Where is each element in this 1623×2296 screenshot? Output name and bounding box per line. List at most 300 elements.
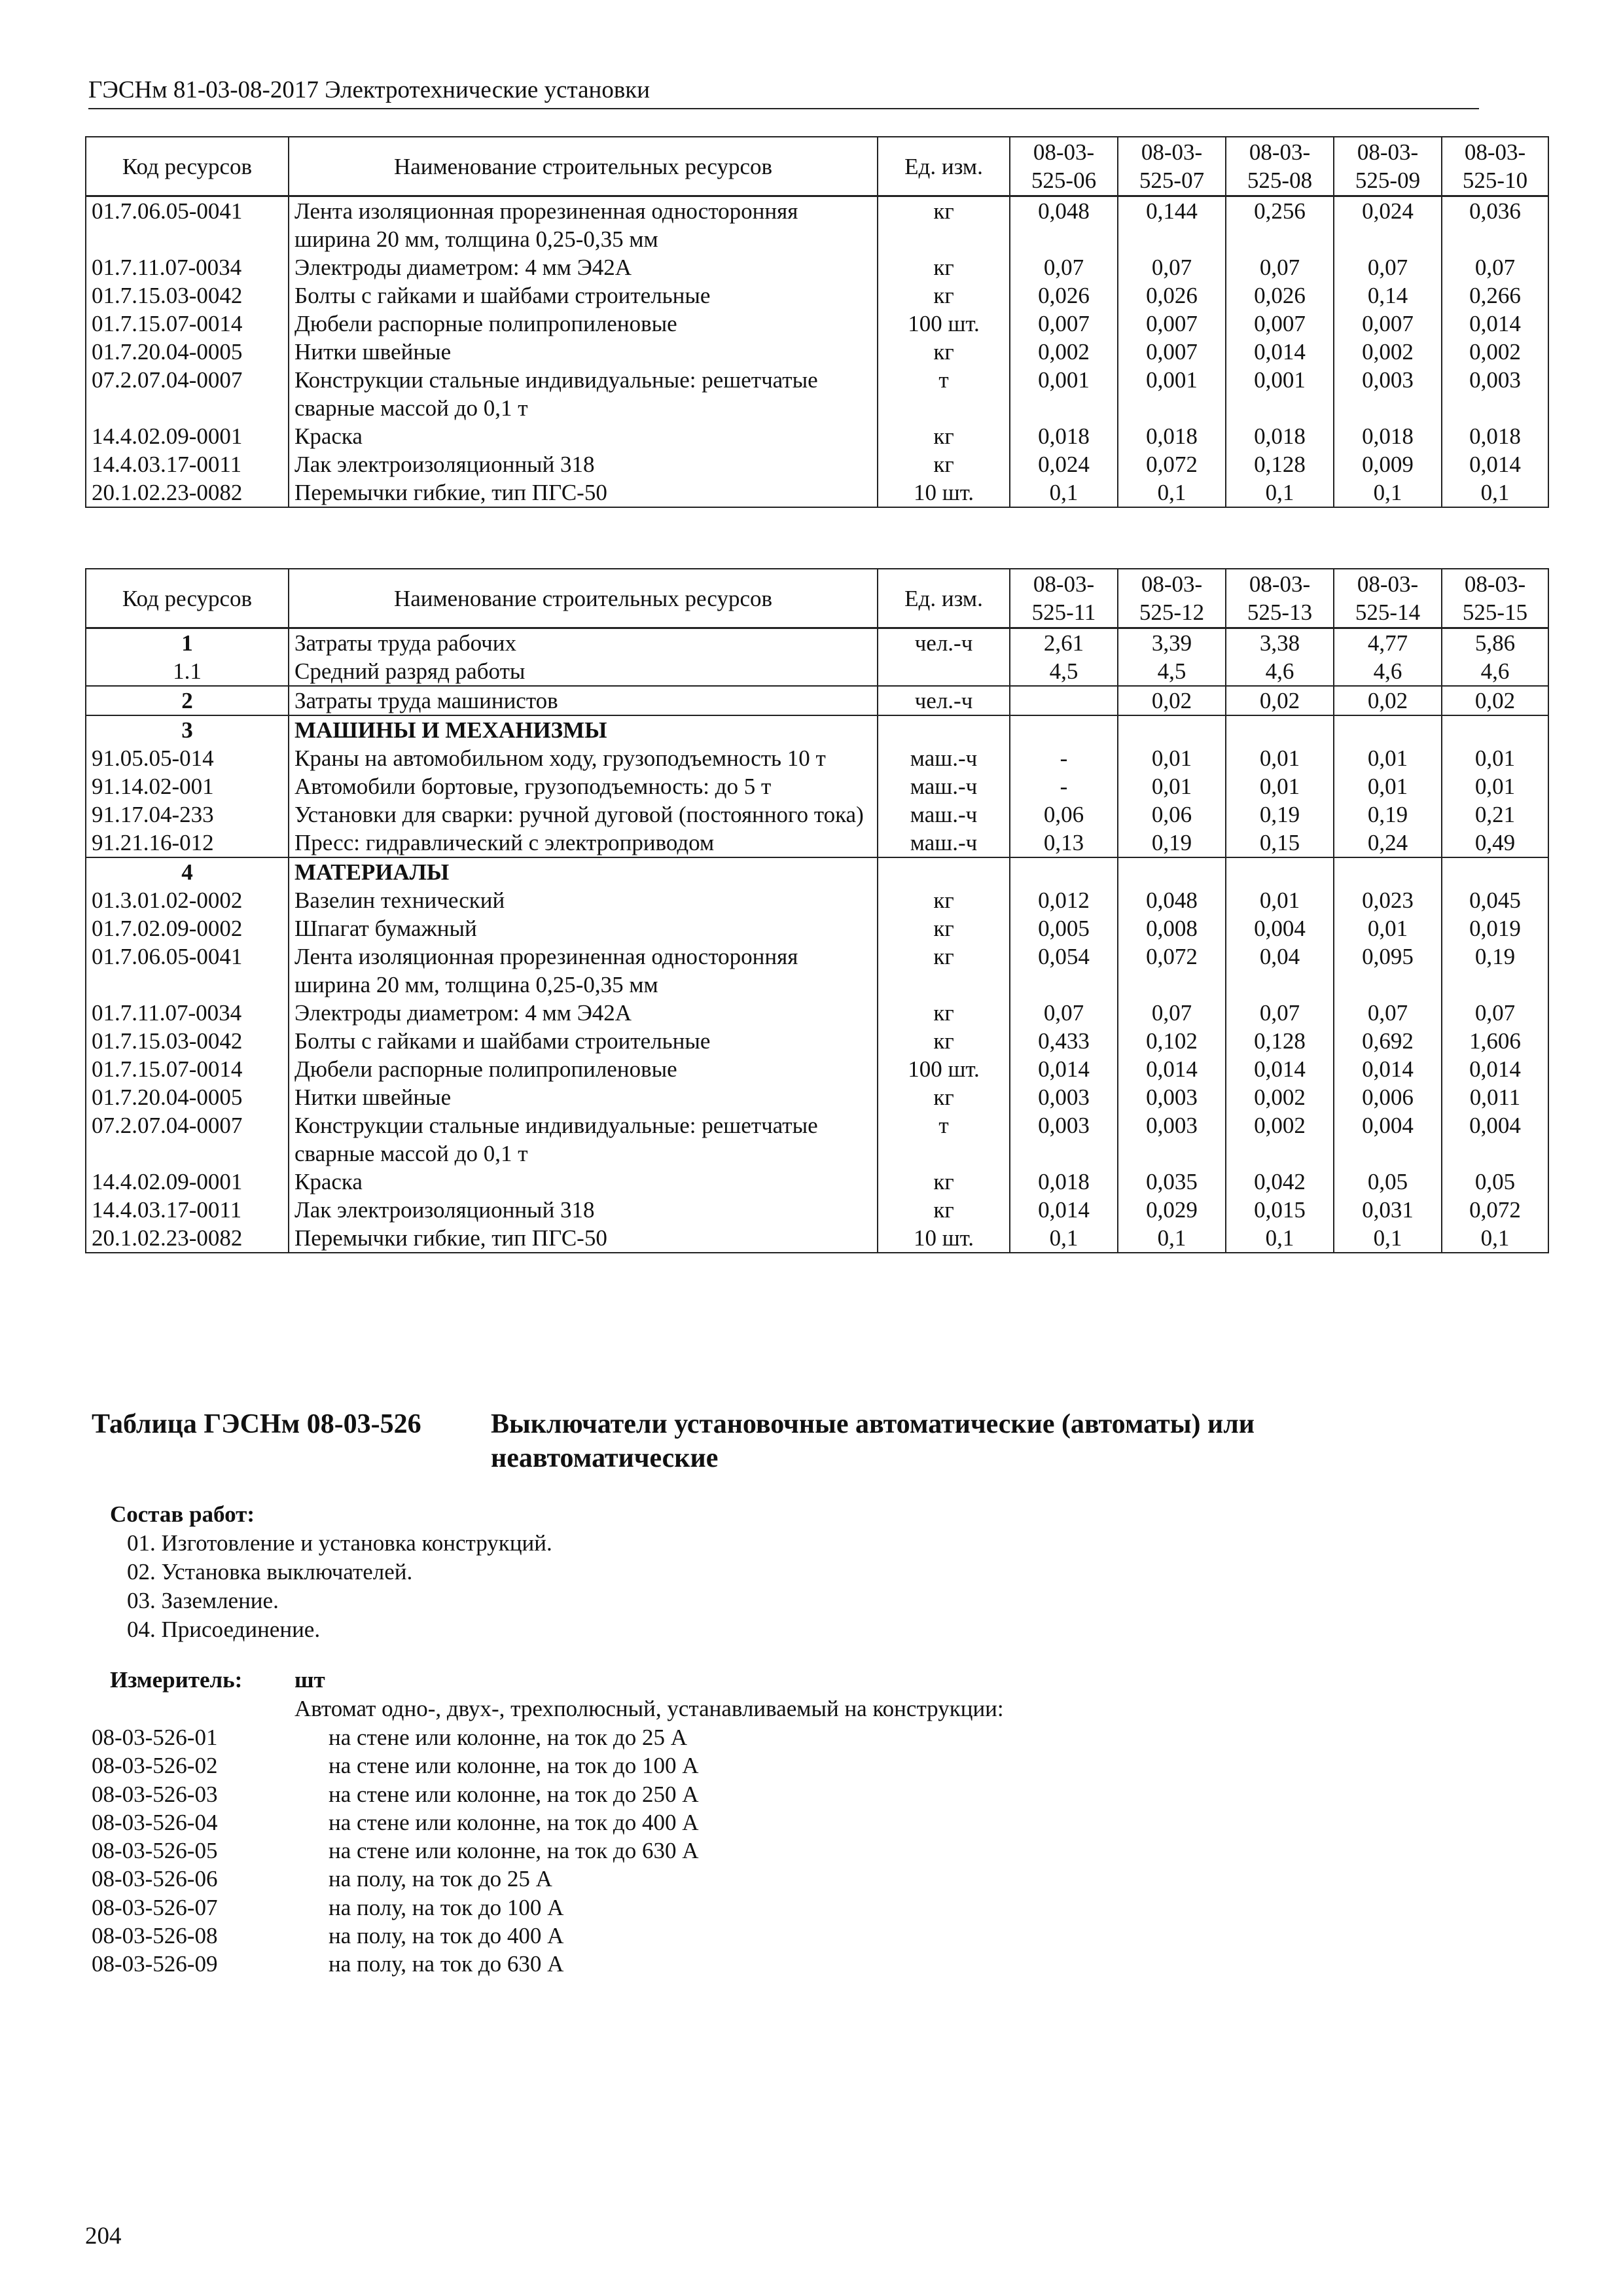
norm-value: 0,19 [1442,942,1548,999]
resource-unit [878,657,1010,686]
table-row [86,310,1548,338]
norm-code: 08-03-526-09 [92,1951,218,1977]
norm-value [1334,715,1442,744]
norm-value: 4,5 [1010,657,1118,686]
norm-value: 0,004 [1226,914,1334,942]
table-row [86,281,1548,310]
col-header-norm: 08-03-525-12 [1118,569,1226,628]
page-header: ГЭСНм 81-03-08-2017 Электротехнические установки [88,77,1479,109]
resource-unit: кг [878,914,1010,942]
resource-unit [878,857,1010,886]
norm-value: 0,256 [1226,196,1334,254]
norm-value: 0,01 [1334,744,1442,772]
resource-code: 4 [86,857,289,886]
resource-unit: кг [878,253,1010,281]
col-header-unit: Ед. изм. [878,137,1010,196]
work-item: 01. Изготовление и установка конструкций. [127,1530,552,1556]
resource-unit: кг [878,450,1010,478]
resource-name: Краска [289,1168,878,1196]
resource-unit: кг [878,338,1010,366]
resource-name: Болты с гайками и шайбами строительные [289,1027,878,1055]
col-header-unit: Ед. изм. [878,569,1010,628]
norm-value: 0,01 [1334,914,1442,942]
norm-value: 0,01 [1118,744,1226,772]
norm-value: 0,144 [1118,196,1226,254]
resource-code: 01.7.02.09-0002 [86,914,289,942]
norm-value [1226,715,1334,744]
norm-value: 0,018 [1010,1168,1118,1196]
norm-value: 0,014 [1442,1055,1548,1083]
norm-value: 0,01 [1226,772,1334,800]
resource-code: 91.21.16-012 [86,829,289,857]
norm-code-row [92,1837,699,1865]
norm-code-row [92,1808,699,1837]
norm-value: 0,14 [1334,281,1442,310]
table-row [86,366,1548,422]
norm-value: 0,015 [1226,1196,1334,1224]
norm-code: 08-03-526-07 [92,1894,218,1920]
table-row [86,800,1548,829]
col-header-name: Наименование строительных ресурсов [289,569,878,628]
resource-name: Конструкции стальные индивидуальные: решетчатые сварные массой до 0,1 т [289,1111,878,1168]
table-row [86,1111,1548,1168]
resource-code: 01.7.06.05-0041 [86,942,289,999]
norm-value [1010,686,1118,715]
col-header-norm: 08-03-525-09 [1334,137,1442,196]
resource-code: 01.7.11.07-0034 [86,999,289,1027]
norm-value: 1,606 [1442,1027,1548,1055]
resource-code: 01.7.15.03-0042 [86,281,289,310]
resource-unit: чел.-ч [878,628,1010,658]
norm-codes-list [92,1723,699,1979]
norm-value: 0,433 [1010,1027,1118,1055]
norm-value: 0,035 [1118,1168,1226,1196]
resource-code: 1 [86,628,289,658]
col-header-name: Наименование строительных ресурсов [289,137,878,196]
norm-value: 0,1 [1118,478,1226,507]
table-header-row [86,569,1548,628]
norm-code: 08-03-526-04 [92,1809,218,1835]
table-row [86,1083,1548,1111]
norm-value: 0,1 [1334,478,1442,507]
resource-code: 91.05.05-014 [86,744,289,772]
work-item: 03. Заземление. [127,1588,279,1613]
norm-value: 0,1 [1442,478,1548,507]
norm-value: 0,036 [1442,196,1548,254]
col-header-code: Код ресурсов [86,569,289,628]
table-row [86,1224,1548,1253]
col-header-norm: 08-03-525-14 [1334,569,1442,628]
resource-name: Перемычки гибкие, тип ПГС-50 [289,1224,878,1253]
col-header-norm: 08-03-525-15 [1442,569,1548,628]
norm-value: 0,009 [1334,450,1442,478]
norm-value: 0,07 [1010,253,1118,281]
norm-value: 0,07 [1334,999,1442,1027]
norm-value: 0,072 [1442,1196,1548,1224]
table-row [86,657,1548,686]
resource-name: Лак электроизоляционный 318 [289,1196,878,1224]
norm-code-row [92,1893,699,1922]
norm-value: 5,86 [1442,628,1548,658]
norm-value: 0,005 [1010,914,1118,942]
norm-value: 0,13 [1010,829,1118,857]
resource-unit: кг [878,942,1010,999]
norm-value [1010,857,1118,886]
table-row [86,829,1548,857]
resource-unit: 10 шт. [878,1224,1010,1253]
resource-name: Пресс: гидравлический с электроприводом [289,829,878,857]
norm-value: 0,003 [1442,366,1548,422]
norm-value: 0,07 [1442,999,1548,1027]
norm-value: 0,001 [1226,366,1334,422]
norm-code-description: на стене или колонне, на ток до 400 А [329,1809,699,1835]
resource-name: Перемычки гибкие, тип ПГС-50 [289,478,878,507]
resource-unit: кг [878,422,1010,450]
norm-value: 2,61 [1010,628,1118,658]
norm-value [1118,857,1226,886]
norm-value: 0,21 [1442,800,1548,829]
norm-code-description: на полу, на ток до 100 А [329,1894,564,1920]
table-row [86,422,1548,450]
norm-value: 0,019 [1442,914,1548,942]
norm-code: 08-03-526-01 [92,1725,218,1750]
norm-value [1226,857,1334,886]
labor-row [86,628,1548,658]
norm-value: 4,6 [1334,657,1442,686]
measure-unit [110,1666,325,1695]
labor-row [86,686,1548,715]
resource-name: Краска [289,422,878,450]
norm-value: 0,014 [1010,1055,1118,1083]
norm-value: 0,002 [1226,1111,1334,1168]
norm-value: 0,02 [1442,686,1548,715]
norm-value: 0,014 [1226,338,1334,366]
resource-unit: т [878,366,1010,422]
resource-unit: 100 шт. [878,1055,1010,1083]
resource-unit: кг [878,1027,1010,1055]
work-composition [110,1500,552,1644]
norm-value: 0,102 [1118,1027,1226,1055]
table-row [86,1196,1548,1224]
norm-value: 0,1 [1010,1224,1118,1253]
norm-code-row [92,1723,699,1751]
norm-value: 4,6 [1442,657,1548,686]
table-row [86,1027,1548,1055]
norm-code-description: на стене или колонне, на ток до 100 А [329,1753,699,1779]
norm-value: 3,39 [1118,628,1226,658]
norm-value: - [1010,744,1118,772]
resource-name: Средний разряд работы [289,657,878,686]
norm-value: 0,24 [1334,829,1442,857]
norm-value: 0,045 [1442,886,1548,914]
norm-value: 0,024 [1010,450,1118,478]
resource-unit: маш.-ч [878,744,1010,772]
table-row [86,478,1548,507]
col-header-norm: 08-03-525-06 [1010,137,1118,196]
resource-unit: кг [878,1196,1010,1224]
norm-value [1010,715,1118,744]
norm-value: 0,018 [1010,422,1118,450]
resource-unit: 100 шт. [878,310,1010,338]
norm-value: 0,048 [1118,886,1226,914]
table-row [86,744,1548,772]
norm-value: 0,19 [1226,800,1334,829]
resource-name: Затраты труда рабочих [289,628,878,658]
norm-value: 0,014 [1442,450,1548,478]
norm-value: 0,1 [1226,478,1334,507]
resource-unit: кг [878,196,1010,254]
norm-value: 0,15 [1226,829,1334,857]
norm-value: - [1010,772,1118,800]
norm-code-row [92,1922,699,1950]
norm-value: 0,07 [1442,253,1548,281]
resource-unit: т [878,1111,1010,1168]
norm-value: 0,003 [1118,1111,1226,1168]
resource-name: Установки для сварки: ручной дуговой (постоянного тока) [289,800,878,829]
table-row [86,253,1548,281]
norm-value: 0,1 [1226,1224,1334,1253]
norm-value [1442,857,1548,886]
resource-name: Электроды диаметром: 4 мм Э42А [289,999,878,1027]
norm-value: 0,07 [1118,999,1226,1027]
resource-code: 91.17.04-233 [86,800,289,829]
resource-unit: маш.-ч [878,800,1010,829]
norm-code-description: на стене или колонне, на ток до 630 А [329,1838,699,1864]
norm-code: 08-03-526-02 [92,1753,218,1779]
resource-unit: кг [878,886,1010,914]
norm-value: 0,01 [1442,744,1548,772]
page-number: 204 [85,2223,122,2250]
norm-value: 0,04 [1226,942,1334,999]
col-header-norm: 08-03-525-11 [1010,569,1118,628]
norm-value: 0,003 [1010,1111,1118,1168]
table-row [86,999,1548,1027]
resource-code: 20.1.02.23-0082 [86,1224,289,1253]
norm-value: 0,128 [1226,1027,1334,1055]
norm-value: 0,19 [1334,800,1442,829]
norm-value: 0,014 [1226,1055,1334,1083]
norm-value: 0,1 [1334,1224,1442,1253]
col-header-code: Код ресурсов [86,137,289,196]
table-row [86,886,1548,914]
resource-name: МАШИНЫ И МЕХАНИЗМЫ [289,715,878,744]
col-header-norm: 08-03-525-13 [1226,569,1334,628]
norm-value: 4,6 [1226,657,1334,686]
section-group-row [86,857,1548,886]
resource-unit: маш.-ч [878,829,1010,857]
norm-value: 0,002 [1442,338,1548,366]
norm-value: 0,07 [1226,253,1334,281]
resource-code: 07.2.07.04-0007 [86,1111,289,1168]
norm-value: 0,1 [1118,1224,1226,1253]
resource-unit: кг [878,281,1010,310]
norm-value: 0,06 [1010,800,1118,829]
norm-value: 0,026 [1226,281,1334,310]
resource-code: 3 [86,715,289,744]
norm-value: 0,014 [1010,1196,1118,1224]
norm-value: 0,072 [1118,942,1226,999]
norm-value [1442,715,1548,744]
norm-value: 0,018 [1334,422,1442,450]
resource-code: 91.14.02-001 [86,772,289,800]
norm-value: 0,002 [1334,338,1442,366]
norm-value: 0,095 [1334,942,1442,999]
norm-value: 3,38 [1226,628,1334,658]
norm-value: 0,018 [1118,422,1226,450]
resource-code: 14.4.02.09-0001 [86,1168,289,1196]
norm-value: 0,01 [1442,772,1548,800]
norm-code: 08-03-526-05 [92,1838,218,1864]
resource-code: 14.4.02.09-0001 [86,422,289,450]
work-item: 04. Присоединение. [127,1617,321,1642]
table-row [86,914,1548,942]
resource-code: 14.4.03.17-0011 [86,1196,289,1224]
norm-value: 0,692 [1334,1027,1442,1055]
resource-code: 2 [86,686,289,715]
norm-code-description: на полу, на ток до 630 А [329,1951,564,1977]
norm-value: 0,01 [1118,772,1226,800]
resource-unit: кг [878,999,1010,1027]
resource-code: 01.7.15.07-0014 [86,310,289,338]
norm-value: 0,07 [1010,999,1118,1027]
resources-table-1 [85,136,1549,508]
resource-name: Болты с гайками и шайбами строительные [289,281,878,310]
table-header-row [86,137,1548,196]
norm-value [1334,857,1442,886]
norm-value: 0,018 [1226,422,1334,450]
norm-value: 0,128 [1226,450,1334,478]
norm-value: 0,014 [1118,1055,1226,1083]
norm-value: 0,018 [1442,422,1548,450]
table-row [86,1168,1548,1196]
resource-unit: чел.-ч [878,686,1010,715]
norm-code: 08-03-526-08 [92,1923,218,1949]
resource-name: Вазелин технический [289,886,878,914]
section-label: Таблица ГЭСНм 08-03-526 [92,1409,421,1439]
table-row [86,1055,1548,1083]
resource-name: Лента изоляционная прорезиненная односторонняя ширина 20 мм, толщина 0,25-0,35 мм [289,942,878,999]
norm-value: 0,07 [1334,253,1442,281]
norm-value: 0,02 [1226,686,1334,715]
resource-code: 01.7.06.05-0041 [86,196,289,254]
resource-code: 07.2.07.04-0007 [86,366,289,422]
resource-unit: кг [878,1168,1010,1196]
resource-code: 01.7.20.04-0005 [86,1083,289,1111]
norm-value: 0,07 [1226,999,1334,1027]
resource-code: 01.7.11.07-0034 [86,253,289,281]
resource-unit: маш.-ч [878,772,1010,800]
norm-value: 0,003 [1334,366,1442,422]
resource-name: Шпагат бумажный [289,914,878,942]
norm-value: 0,07 [1118,253,1226,281]
norm-value: 0,006 [1334,1083,1442,1111]
norm-value: 0,266 [1442,281,1548,310]
norm-value: 0,003 [1118,1083,1226,1111]
norm-value: 0,023 [1334,886,1442,914]
resource-code: 01.7.15.03-0042 [86,1027,289,1055]
norm-code: 08-03-526-03 [92,1781,218,1807]
norm-value: 0,029 [1118,1196,1226,1224]
resource-name: Нитки швейные [289,338,878,366]
norm-value: 0,014 [1334,1055,1442,1083]
resource-code: 20.1.02.23-0082 [86,478,289,507]
norm-value: 4,77 [1334,628,1442,658]
norm-value: 0,001 [1010,366,1118,422]
resource-name: Дюбели распорные полипропиленовые [289,310,878,338]
norm-value: 0,012 [1010,886,1118,914]
norm-value: 0,06 [1118,800,1226,829]
resource-name: Электроды диаметром: 4 мм Э42А [289,253,878,281]
automat-description: Автомат одно-, двух-, трехполюсный, устанавливаемый на конструкции: [294,1696,1004,1721]
norm-value: 0,007 [1334,310,1442,338]
work-item: 02. Установка выключателей. [127,1559,413,1585]
table-row [86,196,1548,254]
norm-value: 0,031 [1334,1196,1442,1224]
norm-value: 0,026 [1118,281,1226,310]
measure-label: Измеритель: [110,1667,243,1693]
norm-value: 0,007 [1226,310,1334,338]
resource-name: Затраты труда машинистов [289,686,878,715]
resource-name: Автомобили бортовые, грузоподъемность: до 5 т [289,772,878,800]
norm-code-row [92,1865,699,1893]
col-header-norm: 08-03-525-08 [1226,137,1334,196]
resource-code: 1.1 [86,657,289,686]
norm-code-description: на стене или колонне, на ток до 250 А [329,1781,699,1807]
norm-value: 0,024 [1334,196,1442,254]
norm-code-description: на стене или колонне, на ток до 25 А [329,1725,687,1750]
resource-code: 01.3.01.02-0002 [86,886,289,914]
norm-value: 0,02 [1334,686,1442,715]
norm-value: 0,008 [1118,914,1226,942]
resource-code: 01.7.15.07-0014 [86,1055,289,1083]
norm-value: 0,014 [1442,310,1548,338]
resource-name: МАТЕРИАЛЫ [289,857,878,886]
norm-value: 0,001 [1118,366,1226,422]
resource-name: Конструкции стальные индивидуальные: решетчатые сварные массой до 0,1 т [289,366,878,422]
norm-value [1118,715,1226,744]
col-header-norm: 08-03-525-10 [1442,137,1548,196]
norm-code-row [92,1751,699,1780]
norm-value: 0,004 [1442,1111,1548,1168]
norm-value: 0,002 [1226,1083,1334,1111]
table-row [86,338,1548,366]
norm-code-row [92,1780,699,1808]
norm-value: 4,5 [1118,657,1226,686]
measure-value: шт [294,1667,325,1693]
norm-value: 0,1 [1010,478,1118,507]
norm-value: 0,01 [1334,772,1442,800]
resource-name: Нитки швейные [289,1083,878,1111]
norm-value: 0,02 [1118,686,1226,715]
work-composition-heading: Состав работ: [110,1501,255,1527]
table-row [86,772,1548,800]
norm-code-description: на полу, на ток до 25 А [329,1866,552,1892]
norm-code-description: на полу, на ток до 400 А [329,1923,564,1949]
norm-value: 0,007 [1118,310,1226,338]
resource-unit: кг [878,1083,1010,1111]
norm-value: 0,05 [1442,1168,1548,1196]
norm-code: 08-03-526-06 [92,1866,218,1892]
resource-code: 01.7.20.04-0005 [86,338,289,366]
norm-value: 0,05 [1334,1168,1442,1196]
resource-name: Лак электроизоляционный 318 [289,450,878,478]
norm-value: 0,004 [1334,1111,1442,1168]
table-row [86,450,1548,478]
norm-value: 0,007 [1010,310,1118,338]
section-group-row [86,715,1548,744]
norm-value: 0,002 [1010,338,1118,366]
norm-code-row [92,1950,699,1978]
